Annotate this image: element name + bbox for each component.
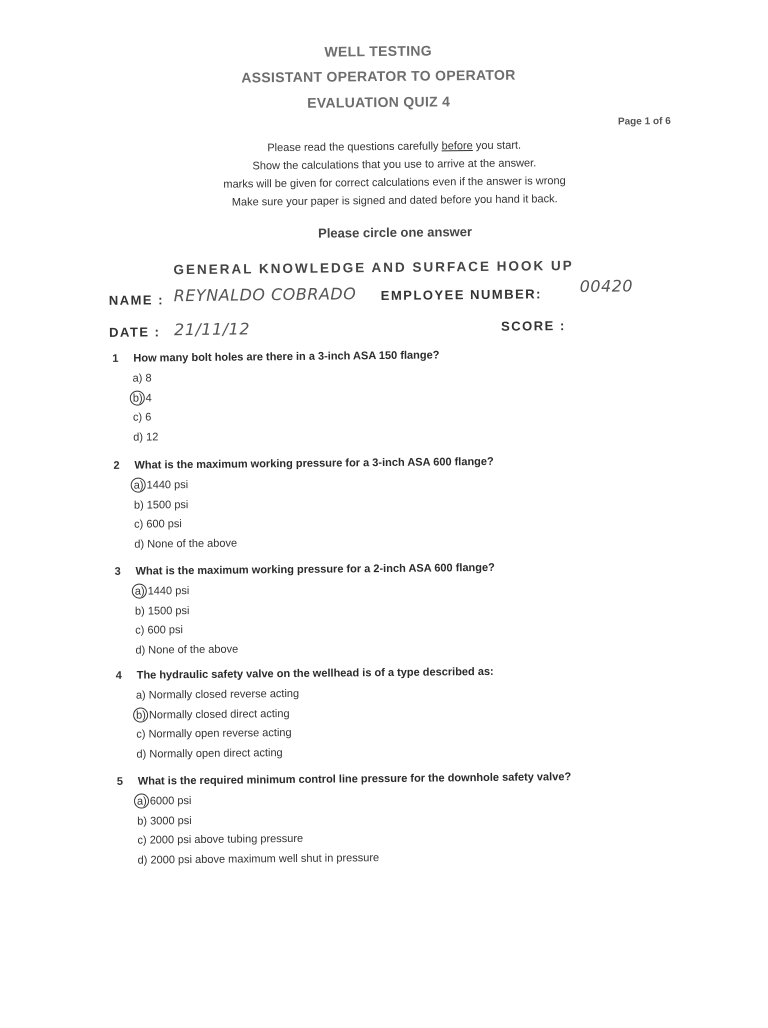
question-text: What is the maximum working pressure for a 2-inch ASA 600 flange?	[135, 561, 495, 578]
answer-text: 1440 psi	[146, 479, 189, 492]
answer-letter: a)	[132, 372, 143, 385]
circled-answer-letter: b)	[132, 392, 143, 405]
answer-option[interactable]	[136, 688, 299, 702]
answer-letter: b)	[133, 499, 144, 512]
score-label: SCORE :	[500, 318, 566, 334]
answer-letter: d)	[133, 431, 144, 444]
answer-text: 4	[145, 391, 152, 404]
answer-option[interactable]	[133, 372, 152, 384]
answer-text: 1500 psi	[147, 604, 190, 617]
answer-option[interactable]	[136, 708, 290, 722]
answer-letter: d)	[134, 538, 145, 551]
answer-text: Normally open reverse acting	[148, 726, 292, 741]
answer-text: 6	[145, 411, 152, 424]
question-text: The hydraulic safety valve on the wellhead is of a type described as:	[136, 665, 494, 682]
answer-letter: c)	[136, 728, 146, 741]
answer-letter: d)	[137, 853, 148, 867]
name-value: REYNALDO COBRADO	[173, 284, 357, 306]
answer-text: 12	[145, 430, 159, 443]
header-title-3: EVALUATION QUIZ 4	[307, 93, 451, 111]
instruction-line-3: marks will be given for correct calculations even if the answer is wrong	[223, 175, 566, 191]
answer-option[interactable]	[136, 747, 282, 761]
answer-letter: a)	[135, 689, 146, 702]
circled-answer-letter: a)	[134, 585, 145, 598]
answer-text: 600 psi	[147, 624, 184, 637]
answer-text: 1440 psi	[147, 585, 190, 598]
circled-answer-letter: b)	[136, 709, 146, 722]
answer-letter: c)	[132, 411, 143, 424]
instruction-line-2: Show the calculations that you use to arrive at the answer.	[252, 157, 537, 173]
instructions	[154, 135, 635, 212]
answer-letter: b)	[137, 814, 148, 828]
answer-letter: c)	[137, 834, 147, 847]
answer-letter: c)	[135, 624, 145, 637]
header-title-2: ASSISTANT OPERATOR TO OPERATOR	[241, 66, 516, 86]
answer-option[interactable]	[134, 499, 189, 512]
header-title-1: WELL TESTING	[324, 42, 433, 60]
instruction-emphasis: before	[441, 140, 473, 153]
answer-option[interactable]	[134, 479, 189, 492]
answer-option[interactable]	[135, 585, 190, 598]
date-value: 21/11/12	[173, 319, 251, 340]
answer-letter: d)	[136, 748, 147, 761]
answer-option[interactable]	[135, 605, 190, 618]
answer-option[interactable]	[134, 537, 237, 550]
answer-text: 6000 psi	[149, 795, 192, 808]
answer-text: None of the above	[148, 643, 239, 656]
answer-text: 1500 psi	[146, 498, 189, 511]
answer-text: 3000 psi	[150, 814, 192, 827]
answer-option[interactable]	[137, 795, 192, 808]
date-label: DATE :	[109, 324, 161, 340]
instruction-line-4: Make sure your paper is signed and dated before you hand it back.	[231, 193, 558, 209]
question-number: 3	[114, 565, 121, 578]
circle-instruction: Please circle one answer	[318, 224, 473, 241]
instruction-line-1-pre: Please read the questions carefully	[267, 140, 442, 155]
answer-text: 600 psi	[146, 518, 182, 531]
name-label: NAME :	[108, 292, 165, 308]
answer-option[interactable]	[133, 392, 152, 404]
answer-letter: b)	[134, 605, 145, 618]
question-number: 5	[116, 775, 123, 788]
answer-text: Normally closed direct acting	[148, 707, 290, 721]
answer-option[interactable]	[136, 727, 291, 741]
question-number: 4	[115, 669, 122, 682]
answer-option[interactable]	[135, 643, 238, 656]
answer-option[interactable]	[138, 852, 380, 867]
answer-option[interactable]	[133, 431, 158, 443]
question-number: 2	[113, 459, 120, 472]
answer-text: None of the above	[147, 537, 238, 550]
employee-number-value: 00420	[579, 276, 634, 296]
question-text: What is the required minimum control line pressure for the downhole safety valve?	[137, 771, 572, 788]
question-number: 1	[112, 352, 119, 365]
question-text: How many bolt holes are there in a 3-inch ASA 150 flange?	[133, 349, 440, 365]
answer-text: 2000 psi above tubing pressure	[149, 832, 304, 847]
answer-text: Normally closed reverse acting	[148, 687, 300, 702]
circled-answer-letter: a)	[136, 795, 147, 808]
answer-option[interactable]	[133, 411, 151, 423]
answer-option[interactable]	[137, 815, 192, 828]
circled-answer-letter: a)	[133, 479, 144, 492]
page-number: Page 1 of 6	[617, 115, 671, 128]
answer-option[interactable]	[134, 518, 182, 530]
answer-letter: d)	[135, 644, 146, 657]
answer-text: 2000 psi above maximum well shut in pressure	[150, 851, 380, 866]
answer-option[interactable]	[135, 624, 183, 636]
instruction-line-1-post: you start.	[472, 139, 522, 153]
question-text: What is the maximum working pressure for a 3-inch ASA 600 flange?	[134, 455, 494, 472]
answer-option[interactable]	[137, 833, 303, 847]
answer-text: Normally open direct acting	[149, 746, 283, 760]
answer-letter: c)	[134, 518, 144, 531]
answer-text: 8	[145, 372, 152, 385]
employee-number-label: EMPLOYEE NUMBER:	[380, 286, 543, 304]
section-title: GENERAL KNOWLEDGE AND SURFACE HOOK UP	[173, 258, 574, 278]
